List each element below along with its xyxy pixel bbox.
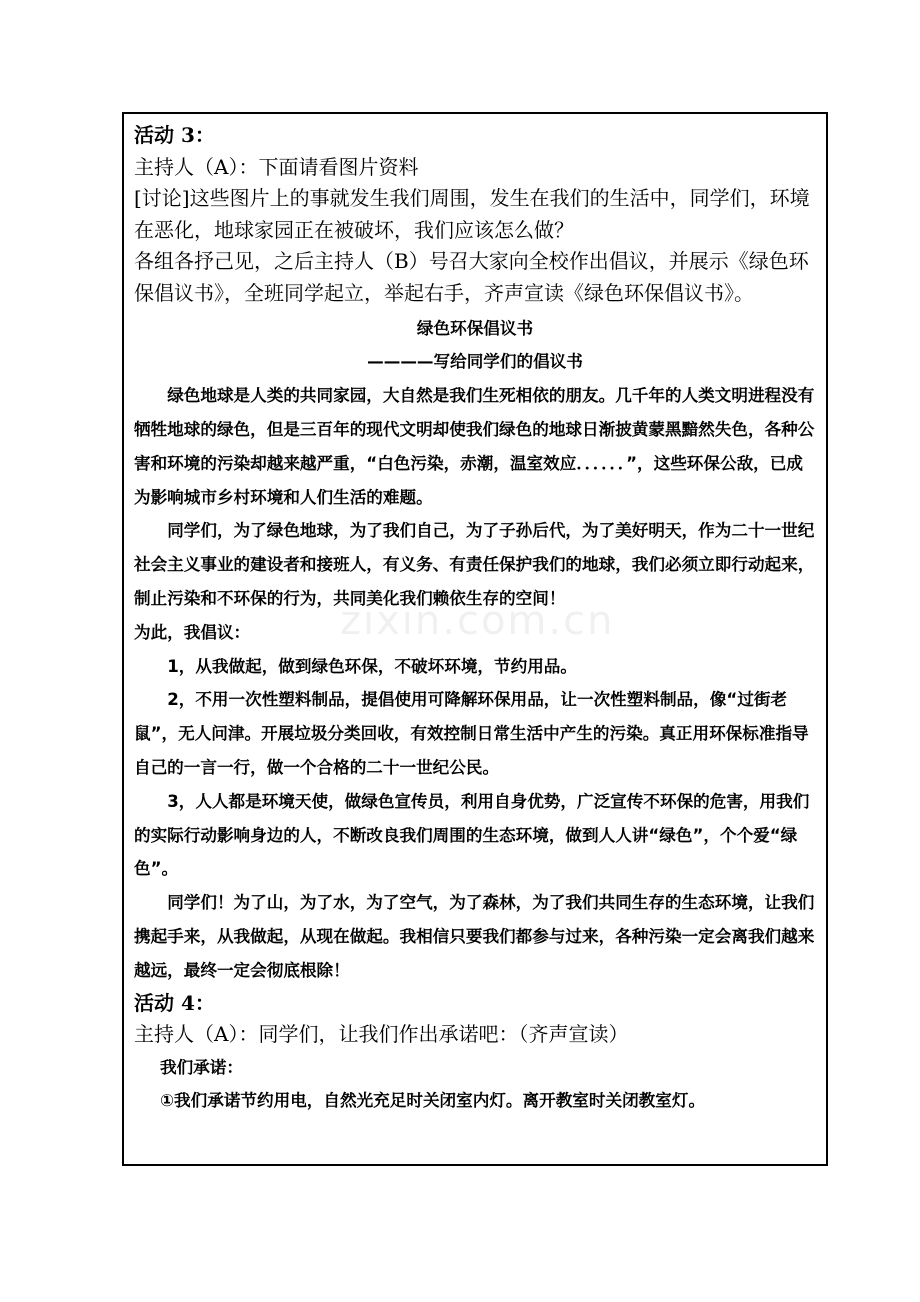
proposal-item-2: 2，不用一次性塑料制品，提倡使用可降解环保用品，让一次性塑料制品，像“过街老鼠”，无人问津。开展垃圾分类回收，有效控制日常生活中产生的污染。真正用环保标准指导自己的一言一行，做一个合格的二十一世纪公民。 bbox=[134, 690, 809, 777]
activity3-heading: 活动 3： bbox=[134, 123, 215, 147]
activity4-host-line: 主持人（A）：同学们，让我们作出承诺吧：（齐声宣读） bbox=[134, 1022, 629, 1047]
activity4-heading: 活动 4： bbox=[134, 990, 215, 1015]
proposal-paragraph-1: 绿色地球是人类的共同家园，大自然是我们生死相依的朋友。几千年的人类文明进程没有牺牲地球的绿色，但是三百年的现代文明却使我们绿色的地球日渐披黄蒙黑黯然失色，各种公害和环境的污染却越来越严重，“白色污染，赤潮，温室效应．．．．．．”，这些环保公敌，已成为影响城市乡村环境和人们生活的难题。 bbox=[134, 386, 815, 507]
proposal-paragraph-2: 同学们，为了绿色地球，为了我们自己，为了子孙后代，为了美好明天，作为二十一世纪社会主义事业的建设者和接班人，有义务、有责任保护我们的地球，我们必须立即行动起来，制止污染和不环保的行为，共同美化我们赖依生存的空间！ bbox=[134, 521, 815, 608]
document-frame bbox=[122, 112, 828, 1166]
pledge-label: 我们承诺： bbox=[160, 1057, 243, 1077]
proposal-subtitle: ————写给同学们的倡议书 bbox=[367, 352, 583, 372]
activity3-instruction: 各组各抒己见，之后主持人（B）号召大家向全校作出倡议，并展示《绿色环保倡议书》，全班同学起立，举起右手，齐声宣读《绿色环保倡议书》。 bbox=[134, 249, 809, 305]
activity3-discussion: [讨论]这些图片上的事就发生我们周围，发生在我们的生活中，同学们，环境在恶化，地球家园正在被破坏，我们应该怎么做？ bbox=[134, 186, 810, 242]
proposal-lead: 为此，我倡议： bbox=[134, 622, 251, 642]
proposal-item-3: 3，人人都是环境天使，做绿色宣传员，利用自身优势，广泛宣传不环保的危害，用我们的实际行动影响身边的人，不断改良我们周围的生态环境，做到人人讲“绿色”，个个爱“绿色”。 bbox=[134, 791, 810, 879]
activity3-host-line: 主持人（A）：下面请看图片资料 bbox=[134, 154, 419, 179]
pledge-item-1: ①我们承诺节约用电，自然光充足时关闭室内灯。离开教室时关闭教室灯。 bbox=[160, 1091, 706, 1111]
watermark: zixin.com.cn bbox=[340, 598, 615, 644]
proposal-closing: 同学们！为了山，为了水，为了空气，为了森林，为了我们共同生存的生态环境，让我们携起手来，从我做起，从现在做起。我相信只要我们都参与过来，各种污染一定会离我们越来越远，最终一定会彻底根除！ bbox=[134, 893, 815, 980]
proposal-item-1: 1，从我做起，做到绿色环保，不破坏环境，节约用品。 bbox=[167, 656, 577, 676]
proposal-title: 绿色环保倡议书 bbox=[416, 318, 534, 338]
proposal-letter bbox=[134, 312, 816, 988]
